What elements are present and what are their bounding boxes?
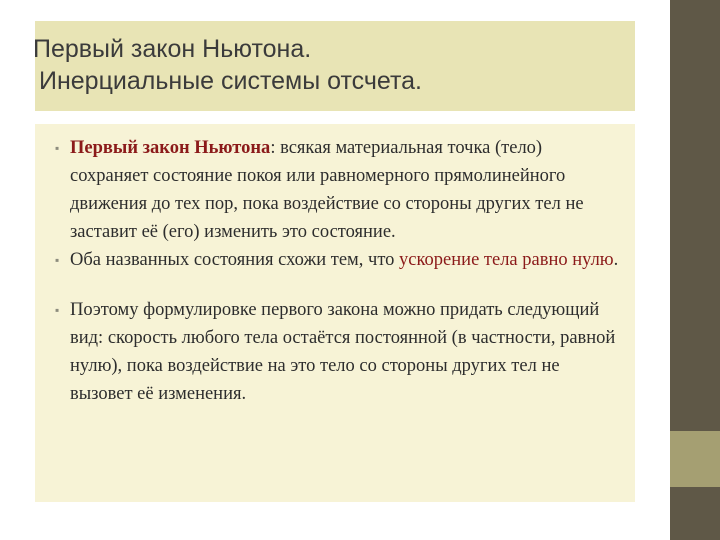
bullet-marker: ▪: [55, 141, 60, 155]
bullet-1-highlight: Первый закон Ньютона: [70, 138, 271, 158]
bullet-item-2: [55, 246, 625, 274]
slide-title-box: [35, 21, 635, 111]
slide-title-line-1: Первый закон Ньютона.: [33, 35, 312, 63]
bullet-2-text-before: Оба названных состояния схожи тем, что: [70, 250, 400, 270]
bullet-3-text: Поэтому формулировке первого закона можно придать следующий вид: скорость любого тела остаётся постоянной (в частности, равной нулю), пока воздействие на это тело со стороны других тел не вызовет её изменения.: [70, 300, 616, 404]
bullet-2-highlight: ускорение тела равно нулю: [399, 250, 614, 270]
bullet-1-text: : всякая материальная точка (тело) сохраняет состояние покоя или равномерного прямолинейного движения до тех пор, пока воздействие со стороны других тел не заставит её (его) изменить это состояние.: [70, 138, 584, 242]
bullet-marker: ▪: [55, 303, 60, 317]
side-decoration-gap: [666, 0, 670, 540]
bullet-marker: ▪: [55, 253, 60, 267]
bullet-item-3: [55, 296, 625, 408]
slide-content-box: [35, 124, 635, 502]
bullet-2-text-after: .: [613, 250, 619, 270]
side-decoration-accent: [666, 431, 720, 487]
bullet-item-1: [55, 134, 625, 246]
slide-title-line-2: Инерциальные системы отсчета.: [39, 67, 423, 95]
